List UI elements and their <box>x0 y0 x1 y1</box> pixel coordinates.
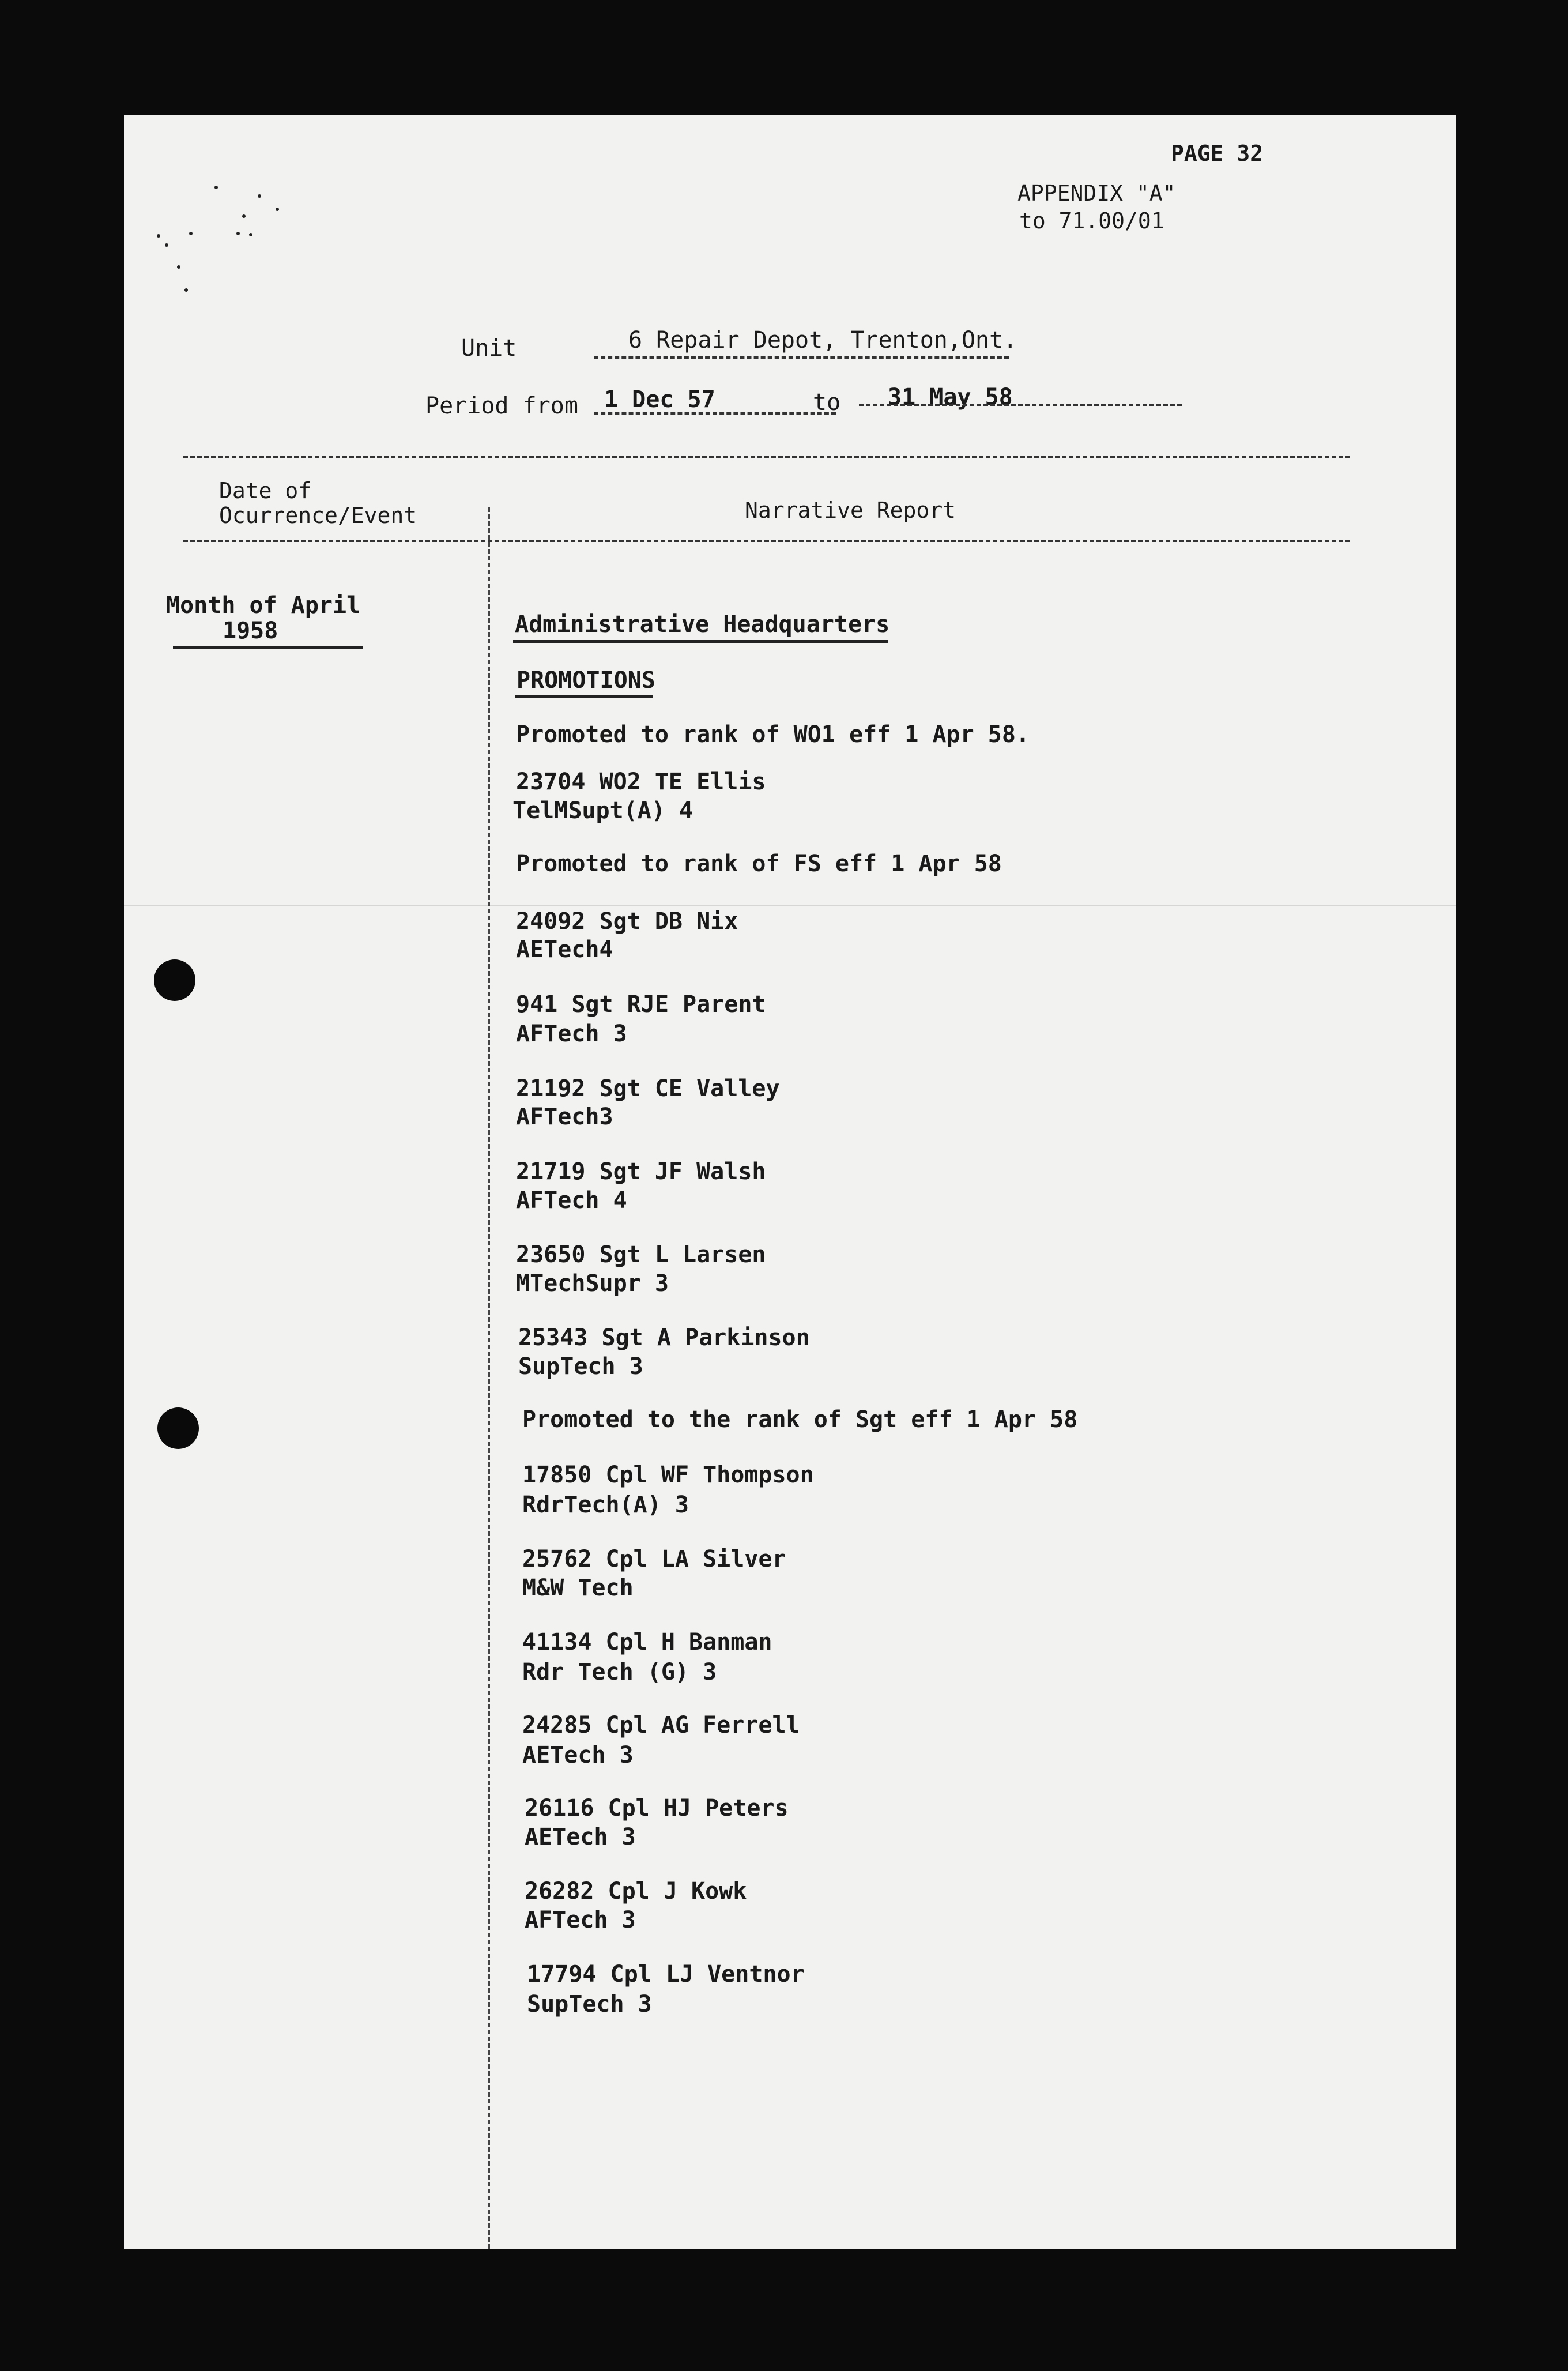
entry-name: 17850 Cpl WF Thompson <box>522 1462 814 1488</box>
appendix-label: APPENDIX "A" <box>1017 180 1176 206</box>
period-to-label: to <box>813 389 841 416</box>
entry-name: 24092 Sgt DB Nix <box>516 908 738 935</box>
entry-trade: AFTech3 <box>516 1104 613 1130</box>
column-divider <box>488 507 490 2249</box>
entry-name: 26116 Cpl HJ Peters <box>525 1795 789 1821</box>
entry-name: 23704 WO2 TE Ellis <box>516 769 766 795</box>
entry-name: 26282 Cpl J Kowk <box>525 1878 747 1905</box>
report-heading-underline <box>513 640 888 643</box>
period-to-underline <box>859 404 1182 406</box>
entry-name: 941 Sgt RJE Parent <box>516 991 766 1018</box>
unit-value: 6 Repair Depot, Trenton,Ont. <box>628 327 1017 353</box>
table-top-rule <box>183 456 1350 458</box>
entry-name: 23650 Sgt L Larsen <box>516 1241 766 1268</box>
entry-trade: TelMSupt(A) 4 <box>512 797 693 824</box>
column-date-line2: Ocurrence/Event <box>219 503 417 528</box>
fold-crease <box>124 905 1456 906</box>
period-to-value: 31 May 58 <box>888 384 1013 411</box>
punch-hole-bottom <box>157 1407 199 1449</box>
entry-name: 21719 Sgt JF Walsh <box>516 1158 766 1185</box>
punch-hole-top <box>154 959 195 1001</box>
section-title: Promoted to the rank of Sgt eff 1 Apr 58 <box>522 1406 1078 1433</box>
entry-trade: Rdr Tech (G) 3 <box>522 1659 717 1685</box>
entry-trade: RdrTech(A) 3 <box>522 1492 689 1518</box>
entry-trade: MTechSupr 3 <box>516 1270 669 1297</box>
entry-trade: AFTech 3 <box>525 1907 636 1933</box>
table-header-rule <box>183 540 1350 542</box>
entry-trade: AFTech 4 <box>516 1187 627 1214</box>
entry-name: 25343 Sgt A Parkinson <box>518 1324 810 1351</box>
section-title: Promoted to rank of FS eff 1 Apr 58 <box>516 850 1002 877</box>
period-from-value: 1 Dec 57 <box>604 386 715 413</box>
entry-trade: SupTech 3 <box>518 1353 643 1380</box>
entry-name: 17794 Cpl LJ Ventnor <box>527 1961 805 1988</box>
entry-trade: AETech 3 <box>522 1742 634 1768</box>
month-underline <box>173 646 363 649</box>
entry-trade: AETech4 <box>516 936 613 963</box>
period-from-underline <box>594 412 836 415</box>
entry-trade: M&W Tech <box>522 1575 634 1601</box>
report-subheading: PROMOTIONS <box>517 667 655 694</box>
column-date-line1: Date of <box>219 478 312 503</box>
entry-name: 24285 Cpl AG Ferrell <box>522 1712 800 1738</box>
document-page <box>124 115 1456 2249</box>
unit-label: Unit <box>461 335 517 362</box>
entry-trade: AETech 3 <box>525 1824 636 1850</box>
unit-underline <box>594 356 1009 359</box>
entry-name: 25762 Cpl LA Silver <box>522 1546 786 1572</box>
entry-name: 41134 Cpl H Banman <box>522 1629 772 1655</box>
page-number: PAGE 32 <box>1171 141 1264 166</box>
report-heading: Administrative Headquarters <box>515 611 890 638</box>
report-subheading-underline <box>515 695 653 698</box>
section-title: Promoted to rank of WO1 eff 1 Apr 58. <box>516 721 1030 748</box>
appendix-reference: to 71.00/01 <box>1019 208 1164 234</box>
month-label: Month of April <box>166 592 361 619</box>
column-narrative-header: Narrative Report <box>745 498 956 523</box>
period-label: Period from <box>425 393 578 419</box>
month-year: 1958 <box>223 618 278 644</box>
entry-trade: AFTech 3 <box>516 1021 627 1047</box>
entry-trade: SupTech 3 <box>527 1991 652 2018</box>
entry-name: 21192 Sgt CE Valley <box>516 1075 780 1102</box>
